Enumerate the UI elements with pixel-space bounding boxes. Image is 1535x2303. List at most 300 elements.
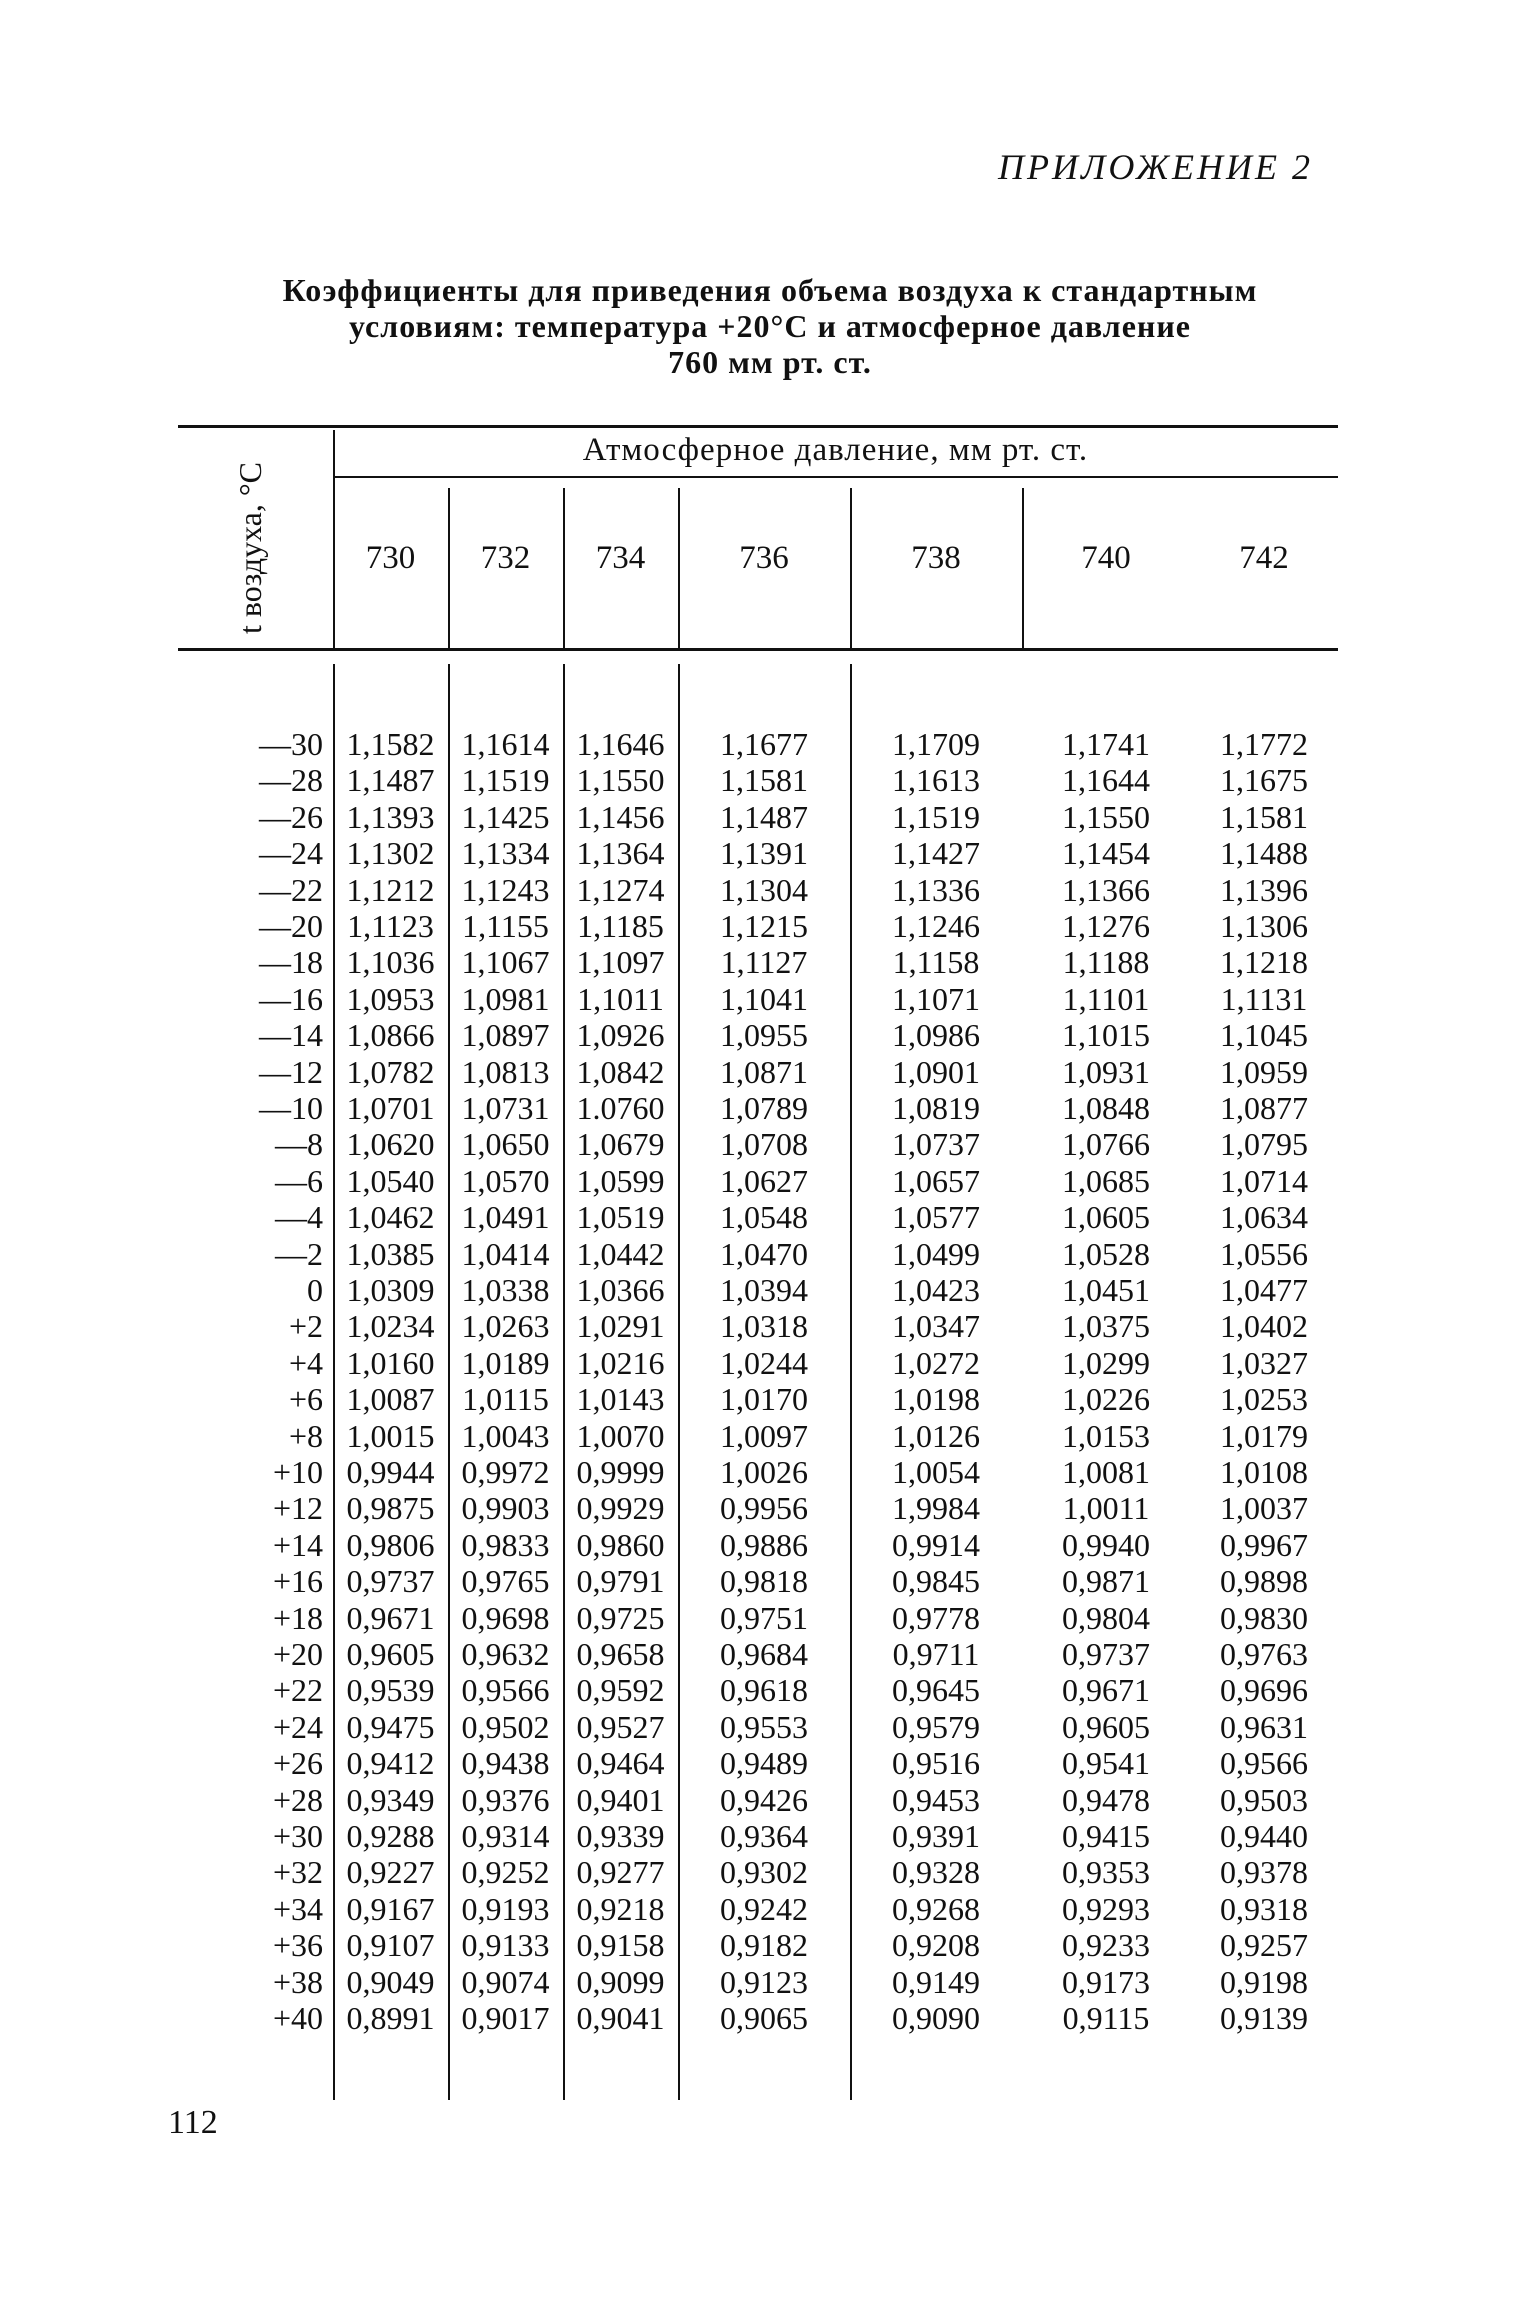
table-cell: 0,9173: [1062, 1963, 1150, 2000]
table-cell: 0,9658: [576, 1636, 665, 1672]
table-cell: 1,1302: [346, 835, 435, 872]
table-cell: 1,0519: [576, 1199, 665, 1236]
row-temperature: —24: [259, 835, 323, 872]
table-cell: 1,1155: [462, 908, 549, 944]
row-temperature: —6: [275, 1162, 323, 1199]
table-cell: 0,9288: [346, 1818, 435, 1854]
row-temperature: —28: [259, 762, 323, 799]
column-header-740: 740: [1081, 540, 1131, 576]
table-cell: 1,0499: [892, 1235, 980, 1272]
table-cell: 0,9592: [576, 1672, 665, 1709]
table-cell: 0,9017: [461, 2000, 550, 2036]
group-header-rule: [333, 476, 1338, 478]
table-cell: 1,0556: [1220, 1235, 1308, 1272]
table-cell: 1,1212: [346, 871, 435, 908]
table-cell: 0,9233: [1062, 1927, 1150, 1964]
table-cell: 1,0577: [892, 1199, 980, 1236]
table-cell: 1,0347: [892, 1308, 980, 1345]
column-divider: [333, 430, 335, 648]
table-cell: 1,0189: [461, 1344, 550, 1381]
table-cell: 0,9605: [1062, 1708, 1150, 1745]
table-cell: 0,9631: [1220, 1708, 1308, 1745]
table-cell: 1,0216: [576, 1344, 665, 1381]
table-cell: 1,1427: [892, 835, 980, 872]
table-cell: 1,1045: [1220, 1017, 1308, 1054]
table-cell: 1,0679: [576, 1126, 665, 1163]
table-cell: 0,9426: [720, 1781, 808, 1818]
table-cell: 0,9277: [576, 1854, 665, 1891]
table-cell: 0,9804: [1062, 1599, 1150, 1636]
table-cell: 1,0037: [1220, 1490, 1308, 1527]
row-temperature: +2: [288, 1308, 323, 1345]
table-cell: 0,9453: [892, 1781, 980, 1818]
table-cell: 1,0470: [720, 1235, 808, 1272]
table-cell: 0,9074: [461, 1963, 550, 2000]
table-cell: 0,9353: [1062, 1854, 1150, 1891]
row-temperature: —4: [275, 1199, 323, 1236]
table-cell: 1,0234: [346, 1308, 435, 1345]
table-cell: 1,0026: [720, 1454, 808, 1490]
row-temperature: +18: [272, 1599, 323, 1636]
table-cell: 0,9875: [346, 1490, 435, 1527]
table-cell: 1,0291: [576, 1308, 665, 1345]
table-cell: 1,0299: [1062, 1344, 1150, 1381]
table-cell: 1,0570: [461, 1162, 550, 1199]
title-line: 760 мм рт. ст.: [668, 344, 872, 380]
table-cell: 1,0620: [346, 1126, 435, 1163]
table-cell: 0,9257: [1220, 1927, 1308, 1964]
table-cell: 0,9115: [1062, 2000, 1150, 2036]
row-temperature: +24: [272, 1708, 323, 1745]
table-cell: 0,9415: [1062, 1818, 1150, 1854]
table-cell: 1,1276: [1062, 908, 1150, 944]
row-temperature: +10: [272, 1454, 323, 1490]
table-cell: 0,9944: [346, 1454, 435, 1490]
table-cell: 0,9401: [576, 1781, 665, 1818]
table-cell: 1,0848: [1062, 1090, 1150, 1126]
table-cell: 1,0087: [346, 1381, 435, 1418]
table-cell: 0,9684: [720, 1636, 808, 1672]
table-cell: 0,9339: [576, 1818, 665, 1854]
table-cell: 0,9464: [576, 1745, 665, 1782]
row-temperature: +38: [272, 1963, 323, 2000]
table-cell: 1,1036: [346, 944, 435, 981]
table-cell: 0,9412: [346, 1745, 435, 1782]
table-cell: 1,1396: [1220, 871, 1308, 908]
row-temperature: —18: [259, 944, 323, 981]
table-cell: 1,1454: [1062, 835, 1150, 872]
table-cell: 1,0327: [1220, 1344, 1308, 1381]
table-cell: 1,0540: [346, 1162, 435, 1199]
table-cell: 0,9725: [576, 1599, 665, 1636]
table-cell: 1,1487: [720, 798, 808, 835]
table-cell: 0,9107: [346, 1927, 435, 1964]
table-cell: 0,9268: [892, 1890, 980, 1927]
table-cell: 0,9967: [1220, 1526, 1308, 1563]
table-cell: 1,0901: [892, 1053, 980, 1090]
table-cell: 1,0226: [1062, 1381, 1150, 1418]
table-cell: 1,1097: [576, 944, 665, 981]
table-cell: 0,9539: [346, 1672, 435, 1709]
table-cell: 1,1487: [346, 762, 435, 799]
table-cell: 1,1582: [346, 726, 435, 762]
table-cell: 0,9041: [576, 2000, 665, 2036]
table-cell: 1,0685: [1062, 1162, 1150, 1199]
table-cell: 1,0897: [461, 1017, 550, 1054]
table-cell: 1,1519: [461, 762, 550, 799]
table-cell: 0,9566: [461, 1672, 550, 1709]
table-cell: 0,9302: [720, 1854, 808, 1891]
row-temperature: —8: [275, 1126, 323, 1163]
table-cell: 1,1581: [1220, 798, 1308, 835]
table-cell: 1,1274: [576, 871, 665, 908]
table-cell: 1,0782: [346, 1053, 435, 1090]
row-temperature: +4: [288, 1344, 323, 1381]
table-cell: 1,0015: [346, 1417, 435, 1454]
table-cell: 0,9090: [892, 2000, 980, 2036]
table-cell: 0,9318: [1220, 1890, 1308, 1927]
table-cell: 1,0126: [892, 1417, 980, 1454]
table-cell: 0,9999: [576, 1454, 665, 1490]
table-cell: 1,0143: [576, 1381, 665, 1418]
table-cell: 0,9440: [1220, 1818, 1308, 1854]
table-cell: 0,9871: [1062, 1563, 1150, 1600]
table-cell: 0,9818: [720, 1563, 808, 1600]
column-header-736: 736: [739, 540, 789, 576]
table-cell: 0,9860: [576, 1526, 665, 1563]
table-cell: 1,1041: [720, 980, 808, 1017]
table-cell: 1,0253: [1220, 1381, 1308, 1418]
table-cell: 0,9737: [346, 1563, 435, 1600]
table-cell: 0,9218: [576, 1890, 665, 1927]
table-cell: 1,0097: [720, 1417, 808, 1454]
table-cell: 0,9972: [461, 1454, 550, 1490]
table-cell: 0,9553: [720, 1708, 808, 1745]
table-cell: 1,1101: [1062, 980, 1150, 1017]
table-cell: 0,9349: [346, 1781, 435, 1818]
table-cell: 0,9886: [720, 1526, 808, 1563]
table-cell: 1,0650: [461, 1126, 550, 1163]
table-cell: 1,0451: [1062, 1272, 1150, 1308]
group-header: Атмосферное давление, мм рт. ст.: [582, 432, 1089, 468]
table-cell: 0,9293: [1062, 1890, 1150, 1927]
table-top-rule: [178, 425, 1338, 428]
table-cell: 1,0272: [892, 1344, 980, 1381]
table-cell: 0,9158: [576, 1927, 665, 1964]
table-cell: 1,0366: [576, 1272, 665, 1308]
table-cell: 1,1306: [1220, 908, 1308, 944]
table-cell: 1,0795: [1220, 1126, 1308, 1163]
table-cell: 0,9751: [720, 1599, 808, 1636]
table-cell: 0,9903: [461, 1490, 550, 1527]
row-temperature: +30: [272, 1818, 323, 1854]
row-temperature: +36: [272, 1927, 323, 1964]
table-cell: 1,0309: [346, 1272, 435, 1308]
table-cell: 0,9765: [461, 1563, 550, 1600]
row-temperature: —10: [259, 1090, 323, 1126]
title-line: условиям: температура +20°С и атмосферное давление: [349, 308, 1191, 344]
table-cell: 1,1131: [1220, 980, 1308, 1017]
table-cell: 1,0701: [346, 1090, 435, 1126]
table-cell: 1,0442: [576, 1235, 665, 1272]
table-cell: 1,1366: [1062, 871, 1150, 908]
table-cell: 1,0491: [461, 1199, 550, 1236]
table-cell: 1,0931: [1062, 1053, 1150, 1090]
table-cell: 0,9242: [720, 1890, 808, 1927]
table-cell: 0,9227: [346, 1854, 435, 1891]
table-cell: 1,1364: [576, 835, 665, 872]
table-cell: 1,0866: [346, 1017, 435, 1054]
table-cell: 0,9698: [461, 1599, 550, 1636]
table-cell: 1,0605: [1062, 1199, 1150, 1236]
row-temperature: +22: [272, 1672, 323, 1709]
table-cell: 1,0054: [892, 1454, 980, 1490]
table-cell: 1,0871: [720, 1053, 808, 1090]
table-cell: 0,9391: [892, 1818, 980, 1854]
table-cell: 0,9645: [892, 1672, 980, 1709]
table-cell: 1,0043: [461, 1417, 550, 1454]
table-cell: 1,0842: [576, 1053, 665, 1090]
table-cell: 0,9830: [1220, 1599, 1308, 1636]
table-cell: 0,9845: [892, 1563, 980, 1600]
table-cell: 1,0926: [576, 1017, 665, 1054]
table-cell: 1,0462: [346, 1199, 435, 1236]
table-cell: 0,9737: [1062, 1636, 1150, 1672]
table-title: [180, 272, 1360, 380]
table-cell: 1,1675: [1220, 762, 1308, 799]
table-cell: 1,1456: [576, 798, 665, 835]
table-cell: 0,9149: [892, 1963, 980, 2000]
table-cell: 1,0877: [1220, 1090, 1308, 1126]
table-cell: 1,0731: [461, 1090, 550, 1126]
table-cell: 0,9378: [1220, 1854, 1308, 1891]
table-cell: 1,1646: [576, 726, 665, 762]
table-cell: 1,0414: [461, 1235, 550, 1272]
row-temperature: +32: [272, 1854, 323, 1891]
table-cell: 1,0108: [1220, 1454, 1308, 1490]
table-cell: 1,1246: [892, 908, 980, 944]
table-cell: 1,1304: [720, 871, 808, 908]
table-cell: 0,9198: [1220, 1963, 1308, 2000]
table-cell: 1,1425: [461, 798, 550, 835]
table-cell: 0,9139: [1220, 2000, 1308, 2036]
table-cell: 1,0714: [1220, 1162, 1308, 1199]
row-temperature: —22: [259, 871, 323, 908]
table-cell: 0,9940: [1062, 1526, 1150, 1563]
table-cell: 0,9763: [1220, 1636, 1308, 1672]
table-cell: 1,1709: [892, 726, 980, 762]
row-temperature: +6: [288, 1381, 323, 1418]
table-cell: 0,9711: [892, 1636, 980, 1672]
table-cell: 1,0394: [720, 1272, 808, 1308]
table-cell: 1,1741: [1062, 726, 1150, 762]
table-cell: 1,0402: [1220, 1308, 1308, 1345]
table-cell: 0,9503: [1220, 1781, 1308, 1818]
table-cell: 1,1488: [1220, 835, 1308, 872]
table-cell: 1,1393: [346, 798, 435, 835]
table-cell: 1,1127: [720, 944, 808, 981]
row-header: [180, 461, 320, 635]
row-header-text: t воздуха, °С: [232, 461, 269, 635]
table-cell: 0,9791: [576, 1563, 665, 1600]
row-temperature: +20: [272, 1636, 323, 1672]
row-temperature: —12: [259, 1053, 323, 1090]
table-cell: 1,1677: [720, 726, 808, 762]
table-cell: 1,0385: [346, 1235, 435, 1272]
table-cell: 1,0599: [576, 1162, 665, 1199]
table-cell: 1,0813: [461, 1053, 550, 1090]
table-cell: 0,9696: [1220, 1672, 1308, 1709]
table-cell: 1,0981: [461, 980, 550, 1017]
table-cell: 1,1158: [892, 944, 980, 981]
table-cell: 1,0986: [892, 1017, 980, 1054]
table-cell: 1,0737: [892, 1126, 980, 1163]
table-cell: 1,0953: [346, 980, 435, 1017]
table-cell: 1,1613: [892, 762, 980, 799]
table-cell: 1,1067: [461, 944, 550, 981]
row-temperature: +16: [272, 1563, 323, 1600]
table-cell: 1,1391: [720, 835, 808, 872]
table-cell: 0,9671: [346, 1599, 435, 1636]
table-cell: 1,1581: [720, 762, 808, 799]
table-cell: 1,0477: [1220, 1272, 1308, 1308]
table-cell: 1,1011: [577, 980, 664, 1017]
table-cell: 1,0548: [720, 1199, 808, 1236]
table-cell: 1,0766: [1062, 1126, 1150, 1163]
table-cell: 0,9478: [1062, 1781, 1150, 1818]
table-cell: 1,1614: [461, 726, 550, 762]
row-temperature: +26: [272, 1745, 323, 1782]
column-header-742: 742: [1239, 540, 1289, 576]
table-cell: 0,9193: [461, 1890, 550, 1927]
table-cell: 0,9579: [892, 1708, 980, 1745]
row-temperature: —30: [259, 726, 323, 762]
row-temperature: +8: [288, 1417, 323, 1454]
row-temperature: 0: [307, 1272, 323, 1308]
table-cell: 1,1071: [892, 980, 980, 1017]
table-cell: 1,1550: [576, 762, 665, 799]
row-temperature: +14: [272, 1526, 323, 1563]
table-cell: 0,9671: [1062, 1672, 1150, 1709]
table-cell: 0,9605: [346, 1636, 435, 1672]
table-cell: 0,9133: [461, 1927, 550, 1964]
table-cell: 1,1644: [1062, 762, 1150, 799]
table-cell: 1,1123: [347, 908, 434, 944]
table-cell: 0,9898: [1220, 1563, 1308, 1600]
column-header-738: 738: [911, 540, 961, 576]
table-cell: 0,8991: [346, 2000, 435, 2036]
title-line: Коэффициенты для приведения объема воздуха к стандартным: [282, 272, 1258, 308]
table-cell: 1,0634: [1220, 1199, 1308, 1236]
table-cell: 0,9833: [461, 1526, 550, 1563]
row-temperature: —2: [275, 1235, 323, 1272]
table-cell: 1,1334: [461, 835, 550, 872]
table-cell: 1,0070: [576, 1417, 665, 1454]
table-cell: 1,0627: [720, 1162, 808, 1199]
table-cell: 1,0528: [1062, 1235, 1150, 1272]
table-cell: 1,0955: [720, 1017, 808, 1054]
table-cell: 0,9328: [892, 1854, 980, 1891]
row-temperature: —16: [259, 980, 323, 1017]
table-cell: 1,0789: [720, 1090, 808, 1126]
table-cell: 1,1550: [1062, 798, 1150, 835]
table-cell: 1,0179: [1220, 1417, 1308, 1454]
table-cell: 1,1519: [892, 798, 980, 835]
table-cell: 1,1772: [1220, 726, 1308, 762]
table-cell: 0,9438: [461, 1745, 550, 1782]
table-cell: 0,9516: [892, 1745, 980, 1782]
table-cell: 1,0318: [720, 1308, 808, 1345]
row-temperature: —26: [259, 798, 323, 835]
table-cell: 0,9123: [720, 1963, 808, 2000]
table-cell: 0,9489: [720, 1745, 808, 1782]
table-cell: 0,9541: [1062, 1745, 1150, 1782]
table-cell: 1.0760: [576, 1090, 665, 1126]
table-cell: 1,0115: [462, 1381, 549, 1418]
row-temperature: +28: [272, 1781, 323, 1818]
table-cell: 1,9984: [892, 1490, 980, 1527]
table-cell: 1,0423: [892, 1272, 980, 1308]
table-cell: 0,9314: [461, 1818, 550, 1854]
table-cell: 0,9376: [461, 1781, 550, 1818]
table-cell: 0,9618: [720, 1672, 808, 1709]
table-cell: 0,9778: [892, 1599, 980, 1636]
table-cell: 1,1188: [1062, 944, 1150, 981]
row-temperature: +40: [272, 2000, 323, 2036]
table-cell: 0,9049: [346, 1963, 435, 2000]
table-cell: 1,0708: [720, 1126, 808, 1163]
table-cell: 0,9527: [576, 1708, 665, 1745]
row-temperature: —20: [259, 908, 323, 944]
table-cell: 1,0657: [892, 1162, 980, 1199]
table-cell: 1,0170: [720, 1381, 808, 1418]
table-cell: 1,0375: [1062, 1308, 1150, 1345]
table-cell: 1,0160: [346, 1344, 435, 1381]
row-temperature: +34: [272, 1890, 323, 1927]
table-cell: 1,1185: [577, 908, 664, 944]
table-cell: 0,9566: [1220, 1745, 1308, 1782]
table-cell: 1,0153: [1062, 1417, 1150, 1454]
table-cell: 0,9806: [346, 1526, 435, 1563]
table-cell: 1,0819: [892, 1090, 980, 1126]
table-cell: 1,0959: [1220, 1053, 1308, 1090]
table-cell: 0,9502: [461, 1708, 550, 1745]
row-temperature: —14: [259, 1017, 323, 1054]
table-cell: 0,9475: [346, 1708, 435, 1745]
table-cell: 1,0198: [892, 1381, 980, 1418]
table-cell: 0,9208: [892, 1927, 980, 1964]
table-cell: 1,1215: [720, 908, 808, 944]
table-cell: 0,9099: [576, 1963, 665, 2000]
table-cell: 1,0081: [1062, 1454, 1150, 1490]
table-cell: 0,9956: [720, 1490, 808, 1527]
appendix-label: ПРИЛОЖЕНИЕ 2: [998, 147, 1313, 187]
table-cell: 0,9632: [461, 1636, 550, 1672]
column-header-734: 734: [595, 540, 646, 576]
table-cell: 1,0011: [1062, 1490, 1150, 1527]
table-cell: 0,9167: [346, 1890, 435, 1927]
table-cell: 1,1336: [892, 871, 980, 908]
table-cell: 1,1243: [461, 871, 550, 908]
page-number: 112: [168, 2104, 218, 2141]
row-temperature: +12: [272, 1490, 323, 1527]
header-bottom-rule: [178, 648, 1338, 651]
table-cell: 0,9182: [720, 1927, 808, 1964]
table-cell: 1,1218: [1220, 944, 1308, 981]
column-header-730: 730: [365, 540, 416, 576]
column-header-732: 732: [480, 540, 531, 576]
table-cell: 1,1015: [1062, 1017, 1150, 1054]
